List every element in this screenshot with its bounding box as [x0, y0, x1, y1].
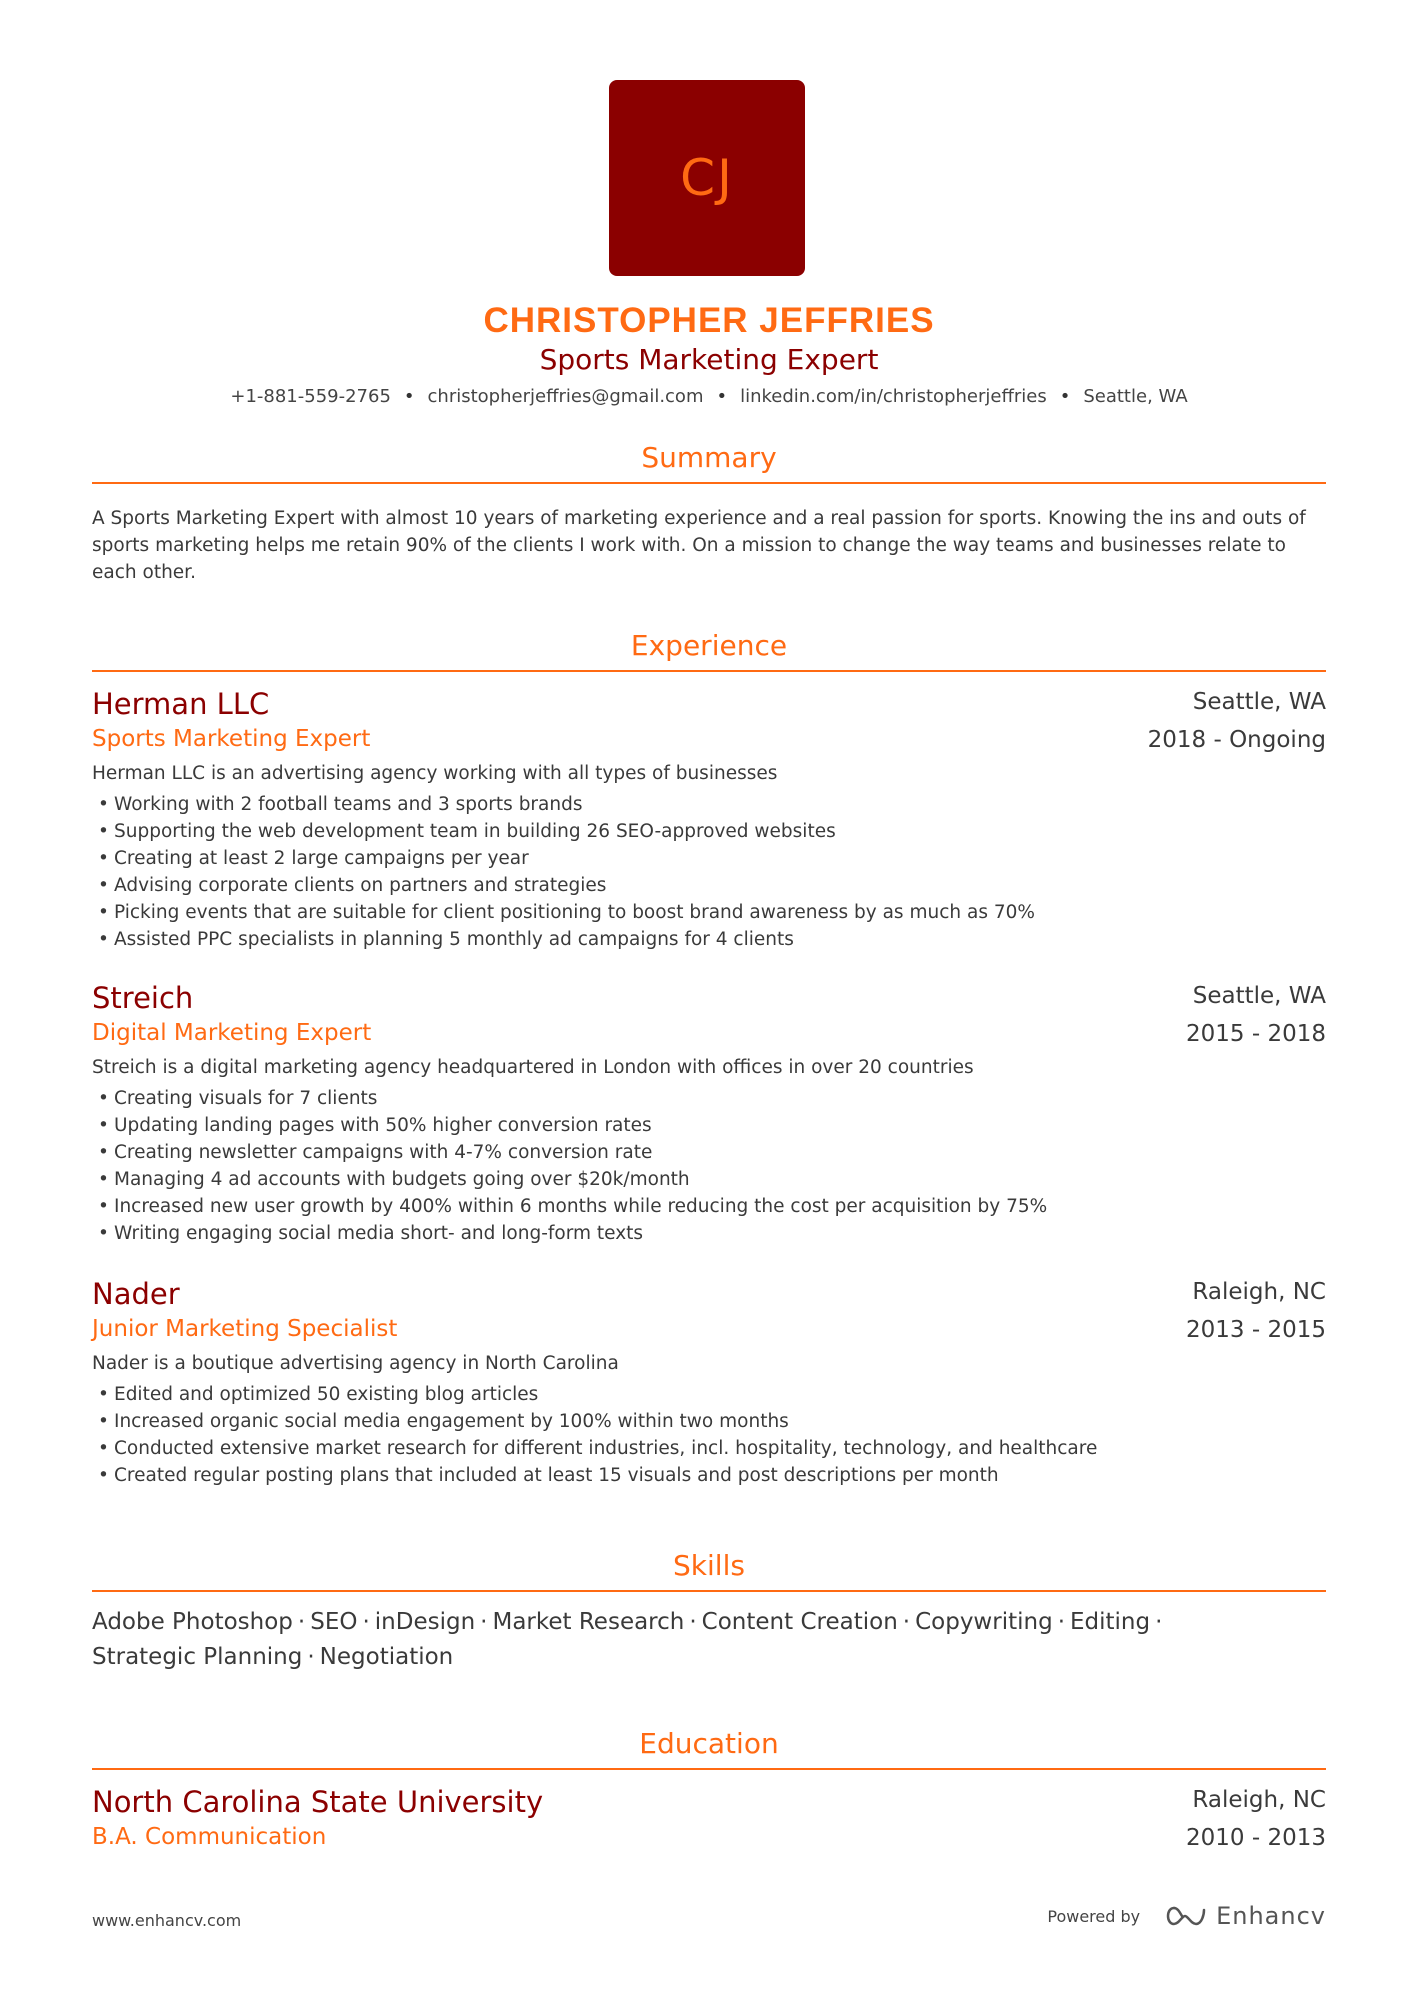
- summary-text: A Sports Marketing Expert with almost 10 years of marketing experience and a real passion for sports. Knowing the ins and outs of sports marketing helps me retain 90% of the clients I work with. On a mission to change the way teams and businesses relate to each other.: [92, 508, 1306, 583]
- experience-heading: Experience: [630, 629, 788, 662]
- job-bullet: • Creating visuals for 7 clients: [92, 1085, 1326, 1112]
- education-degree: B.A. Communication: [92, 1824, 327, 1850]
- contact-email[interactable]: christopherjeffries@gmail.com: [427, 386, 704, 407]
- education-divider: [92, 1768, 1326, 1770]
- contact-phone[interactable]: +1-881-559-2765: [230, 386, 391, 407]
- job-company: Streich: [92, 981, 194, 1015]
- job-bullet: • Advising corporate clients on partners and strategies: [92, 872, 1326, 899]
- job-bullets: [92, 1085, 1326, 1247]
- job-bullets: [92, 791, 1326, 953]
- job-dates: 2015 - 2018: [1186, 1021, 1326, 1047]
- separator-dot: ·: [480, 1609, 488, 1635]
- job-location: Seattle, WA: [1192, 689, 1326, 715]
- job-location: Raleigh, NC: [1192, 1279, 1326, 1305]
- separator-dot: •: [1059, 386, 1071, 407]
- candidate-title: Sports Marketing Expert: [539, 343, 879, 376]
- footer-branding: [1047, 1902, 1326, 1930]
- education-location: Raleigh, NC: [1192, 1787, 1326, 1813]
- job-bullets: [92, 1381, 1326, 1489]
- job-role: Sports Marketing Expert: [92, 726, 371, 752]
- separator-dot: ·: [307, 1644, 315, 1670]
- separator-dot: ·: [1155, 1609, 1163, 1635]
- job-bullet: • Supporting the web development team in building 26 SEO-approved websites: [92, 818, 1326, 845]
- job-dates: 2013 - 2015: [1186, 1317, 1326, 1343]
- candidate-name: CHRISTOPHER JEFFRIES: [483, 301, 935, 340]
- job-location: Seattle, WA: [1192, 983, 1326, 1009]
- education-entry: [92, 1784, 1326, 1852]
- skills-list: [92, 1605, 1272, 1675]
- skills-divider: [92, 1590, 1326, 1592]
- skill-item: SEO: [310, 1609, 358, 1635]
- skills-heading: Skills: [673, 1549, 745, 1582]
- skill-item: Strategic Planning: [92, 1644, 303, 1670]
- job-bullet: • Managing 4 ad accounts with budgets going over $20k/month: [92, 1166, 1326, 1193]
- job-company: Herman LLC: [92, 687, 270, 721]
- job-bullet: • Conducted extensive market research for different industries, incl. hospitality, technology, and healthcare: [92, 1435, 1326, 1462]
- experience-divider: [92, 670, 1326, 672]
- job-bullet: • Working with 2 football teams and 3 sports brands: [92, 791, 1326, 818]
- job-description: Nader is a boutique advertising agency in North Carolina: [92, 1353, 619, 1374]
- job-bullet: • Edited and optimized 50 existing blog articles: [92, 1381, 1326, 1408]
- avatar: [609, 80, 805, 276]
- job-bullet: • Writing engaging social media short- and long-form texts: [92, 1220, 1326, 1247]
- separator-dot: ·: [1057, 1609, 1065, 1635]
- skill-item: Editing: [1070, 1609, 1151, 1635]
- brand-name: Enhancv: [1216, 1902, 1326, 1930]
- job-entry: [92, 686, 1326, 953]
- separator-dot: ·: [362, 1609, 370, 1635]
- job-description: Streich is a digital marketing agency headquartered in London with offices in over 20 countries: [92, 1057, 974, 1078]
- footer-website[interactable]: www.enhancv.com: [92, 1911, 242, 1930]
- avatar-initials: CJ: [680, 149, 734, 207]
- summary-divider: [92, 482, 1326, 484]
- separator-dot: •: [716, 386, 728, 407]
- education-dates: 2010 - 2013: [1186, 1825, 1326, 1851]
- contact-line: [92, 384, 1326, 410]
- separator-dot: •: [403, 386, 415, 407]
- skill-item: Market Research: [492, 1609, 685, 1635]
- job-bullet: • Creating newsletter campaigns with 4-7% conversion rate: [92, 1139, 1326, 1166]
- job-bullet: • Picking events that are suitable for client positioning to boost brand awareness by as much as 70%: [92, 899, 1326, 926]
- skill-item: inDesign: [374, 1609, 476, 1635]
- resume-header: [92, 300, 1326, 410]
- skill-item: Negotiation: [319, 1644, 454, 1670]
- enhancv-logo[interactable]: [1162, 1902, 1326, 1930]
- education-school: North Carolina State University: [92, 1785, 544, 1819]
- job-bullet: • Assisted PPC specialists in planning 5 monthly ad campaigns for 4 clients: [92, 926, 1326, 953]
- enhancv-logo-icon: [1162, 1904, 1208, 1928]
- education-heading: Education: [639, 1727, 779, 1760]
- separator-dot: ·: [297, 1609, 306, 1635]
- job-bullet: • Updating landing pages with 50% higher conversion rates: [92, 1112, 1326, 1139]
- job-company: Nader: [92, 1277, 180, 1311]
- job-bullet: • Creating at least 2 large campaigns per year: [92, 845, 1326, 872]
- job-description: Herman LLC is an advertising agency working with all types of businesses: [92, 763, 778, 784]
- separator-dot: ·: [689, 1609, 697, 1635]
- contact-linkedin[interactable]: linkedin.com/in/christopherjeffries: [740, 386, 1047, 407]
- job-role: Digital Marketing Expert: [92, 1020, 372, 1046]
- separator-dot: ·: [902, 1609, 911, 1635]
- job-bullet: • Increased organic social media engagement by 100% within two months: [92, 1408, 1326, 1435]
- resume-page: [92, 0, 1326, 1995]
- job-entry: [92, 1276, 1326, 1489]
- job-dates: 2018 - Ongoing: [1147, 727, 1326, 753]
- skill-item: Copywriting: [915, 1609, 1053, 1635]
- summary-heading: Summary: [641, 441, 777, 474]
- contact-location: Seattle, WA: [1083, 386, 1188, 407]
- skill-item: Adobe Photoshop: [92, 1609, 293, 1635]
- powered-by-label: Powered by: [1047, 1906, 1141, 1926]
- job-bullet: • Increased new user growth by 400% within 6 months while reducing the cost per acquisition by 75%: [92, 1193, 1326, 1220]
- job-entry: [92, 980, 1326, 1247]
- skill-item: Content Creation: [701, 1609, 898, 1635]
- job-bullet: • Created regular posting plans that included at least 15 visuals and post descriptions per month: [92, 1462, 1326, 1489]
- job-role: Junior Marketing Specialist: [92, 1316, 398, 1342]
